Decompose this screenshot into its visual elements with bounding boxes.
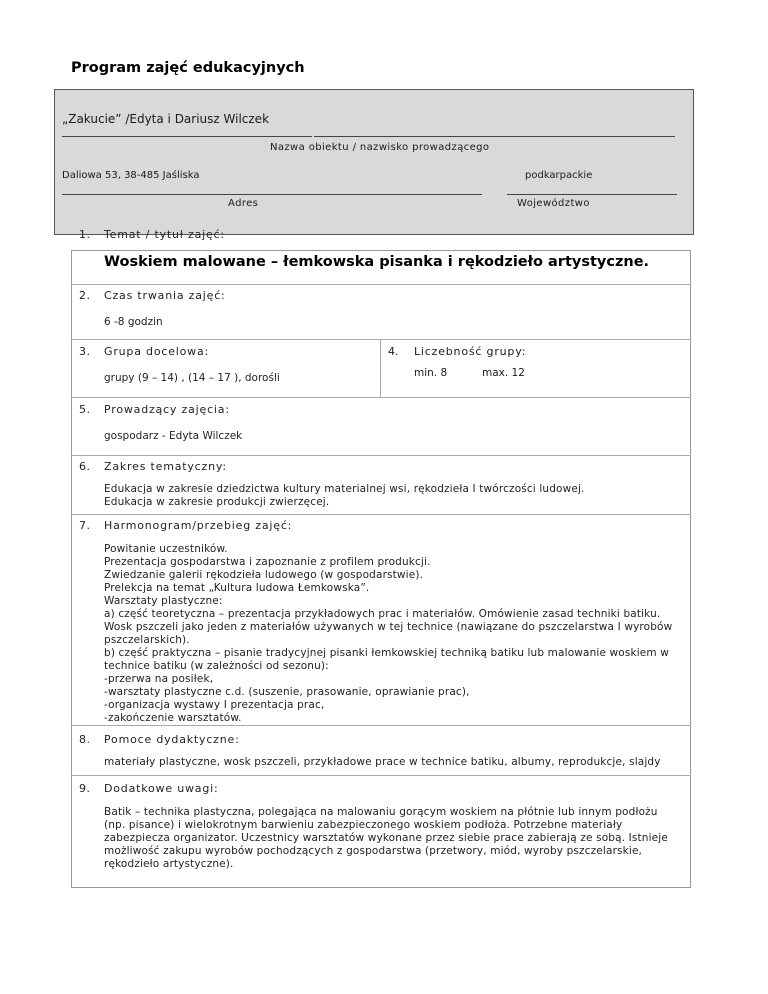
section-2-label: Czas trwania zajęć:: [104, 289, 226, 302]
topic-title: Woskiem malowane – łemkowska pisanka i rękodzieło artystyczne.: [104, 254, 650, 270]
instructor-value: gospodarz - Edyta Wilczek: [104, 430, 243, 442]
separator: [71, 455, 691, 456]
object-name-line: [62, 136, 312, 137]
section-6-number: 6.: [79, 460, 91, 473]
separator: [71, 514, 691, 515]
section-7-label: Harmonogram/przebieg zajęć:: [104, 519, 293, 532]
section-9-number: 9.: [79, 782, 91, 795]
section-2-number: 2.: [79, 289, 91, 302]
object-name: „Zakucie” /Edyta i Dariusz Wilczek: [62, 112, 270, 126]
address-caption: Adres: [228, 198, 259, 209]
separator: [71, 284, 691, 285]
address-value: Daliowa 53, 38-485 Jaśliska: [62, 170, 200, 181]
separator: [71, 339, 691, 340]
section-1-number: 1.: [79, 228, 91, 241]
group-min-value: min. 8: [414, 367, 448, 379]
object-name-line-right: [314, 136, 675, 137]
thematic-scope-text: Edukacja w zakresie dziedzictwa kultury materialnej wsi, rękodzieła I twórczości ludowej. Edukacja w zakresie produkcji zwierzęcej.: [104, 483, 585, 508]
header-box: [54, 89, 694, 235]
target-group-value: grupy (9 – 14) , (14 – 17 ), dorośli: [104, 372, 280, 384]
additional-notes-text: Batik – technika plastyczna, polegająca na malowaniu gorącym woskiem na płótnie lub innym podłożu (np. pisance) i wielokrotnym barwieniu zabezpieczonego woskiem podłoża. Potrzebne materiały zabezpiecza organizator. Uczestnicy warsztatów wykonane przez siebie prace zabierają ze sobą. Istnieje możliwość zakupu wyrobów pochodzących z gospodarstwa (przetwory, miód, wyroby pszczelarskie, rękodzieło artystyczne).: [104, 806, 668, 870]
section-5-label: Prowadzący zajęcia:: [104, 403, 230, 416]
voivodeship-value: podkarpackie: [525, 170, 593, 181]
teaching-aids-text: materiały plastyczne, wosk pszczeli, przykładowe prace w technice batiku, albumy, reprodukcje, slajdy: [104, 756, 661, 768]
section-9-label: Dodatkowe uwagi:: [104, 782, 219, 795]
address-line: [62, 194, 482, 195]
section-8-label: Pomoce dydaktyczne:: [104, 733, 240, 746]
schedule-text: Powitanie uczestników. Prezentacja gospodarstwa i zapoznanie z profilem produkcji. Zwiedzanie galerii rękodzieła ludowego (w gospodarstwie). Prelekcja na temat „Kultura ludowa Łemkowska”. Warsztaty plastyczne: a) część teoretyczna – prezentacja przykładowych prac i materiałów. Omówienie zasad techniki batiku. Wosk pszczeli jako jeden z materiałów używanych w tej technice (nawiązane do pszczelarstwa I wyrobów pszczelarskich). b) część praktyczna – pisanie tradycyjnej pisanki łemkowskiej techniką batiku lub malowanie woskiem w technice batiku (w zależności od sezonu): -przerwa na posiłek, -warsztaty plastyczne c.d. (suszenie, prasowanie, oprawianie prac), -organizacja wystawy I prezentacja prac, -zakończenie warsztatów.: [104, 543, 673, 724]
separator: [71, 725, 691, 726]
page-title: Program zajęć edukacyjnych: [71, 60, 305, 76]
section-3-number: 3.: [79, 345, 91, 358]
section-7-number: 7.: [79, 519, 91, 532]
group-max-value: max. 12: [482, 367, 525, 379]
voivodeship-caption: Województwo: [517, 198, 590, 209]
separator: [71, 397, 691, 398]
separator: [71, 775, 691, 776]
duration-value: 6 -8 godzin: [104, 316, 163, 328]
section-4-number: 4.: [388, 345, 399, 358]
section-1-label: Temat / tytuł zajęć:: [104, 228, 225, 241]
voivodeship-line: [507, 194, 677, 195]
column-divider: [380, 339, 381, 397]
section-6-label: Zakres tematyczny:: [104, 460, 227, 473]
object-caption: Nazwa obiektu / nazwisko prowadzącego: [270, 142, 490, 153]
section-4-label: Liczebność grupy:: [414, 345, 527, 358]
section-3-label: Grupa docelowa:: [104, 345, 209, 358]
section-8-number: 8.: [79, 733, 91, 746]
section-5-number: 5.: [79, 403, 91, 416]
